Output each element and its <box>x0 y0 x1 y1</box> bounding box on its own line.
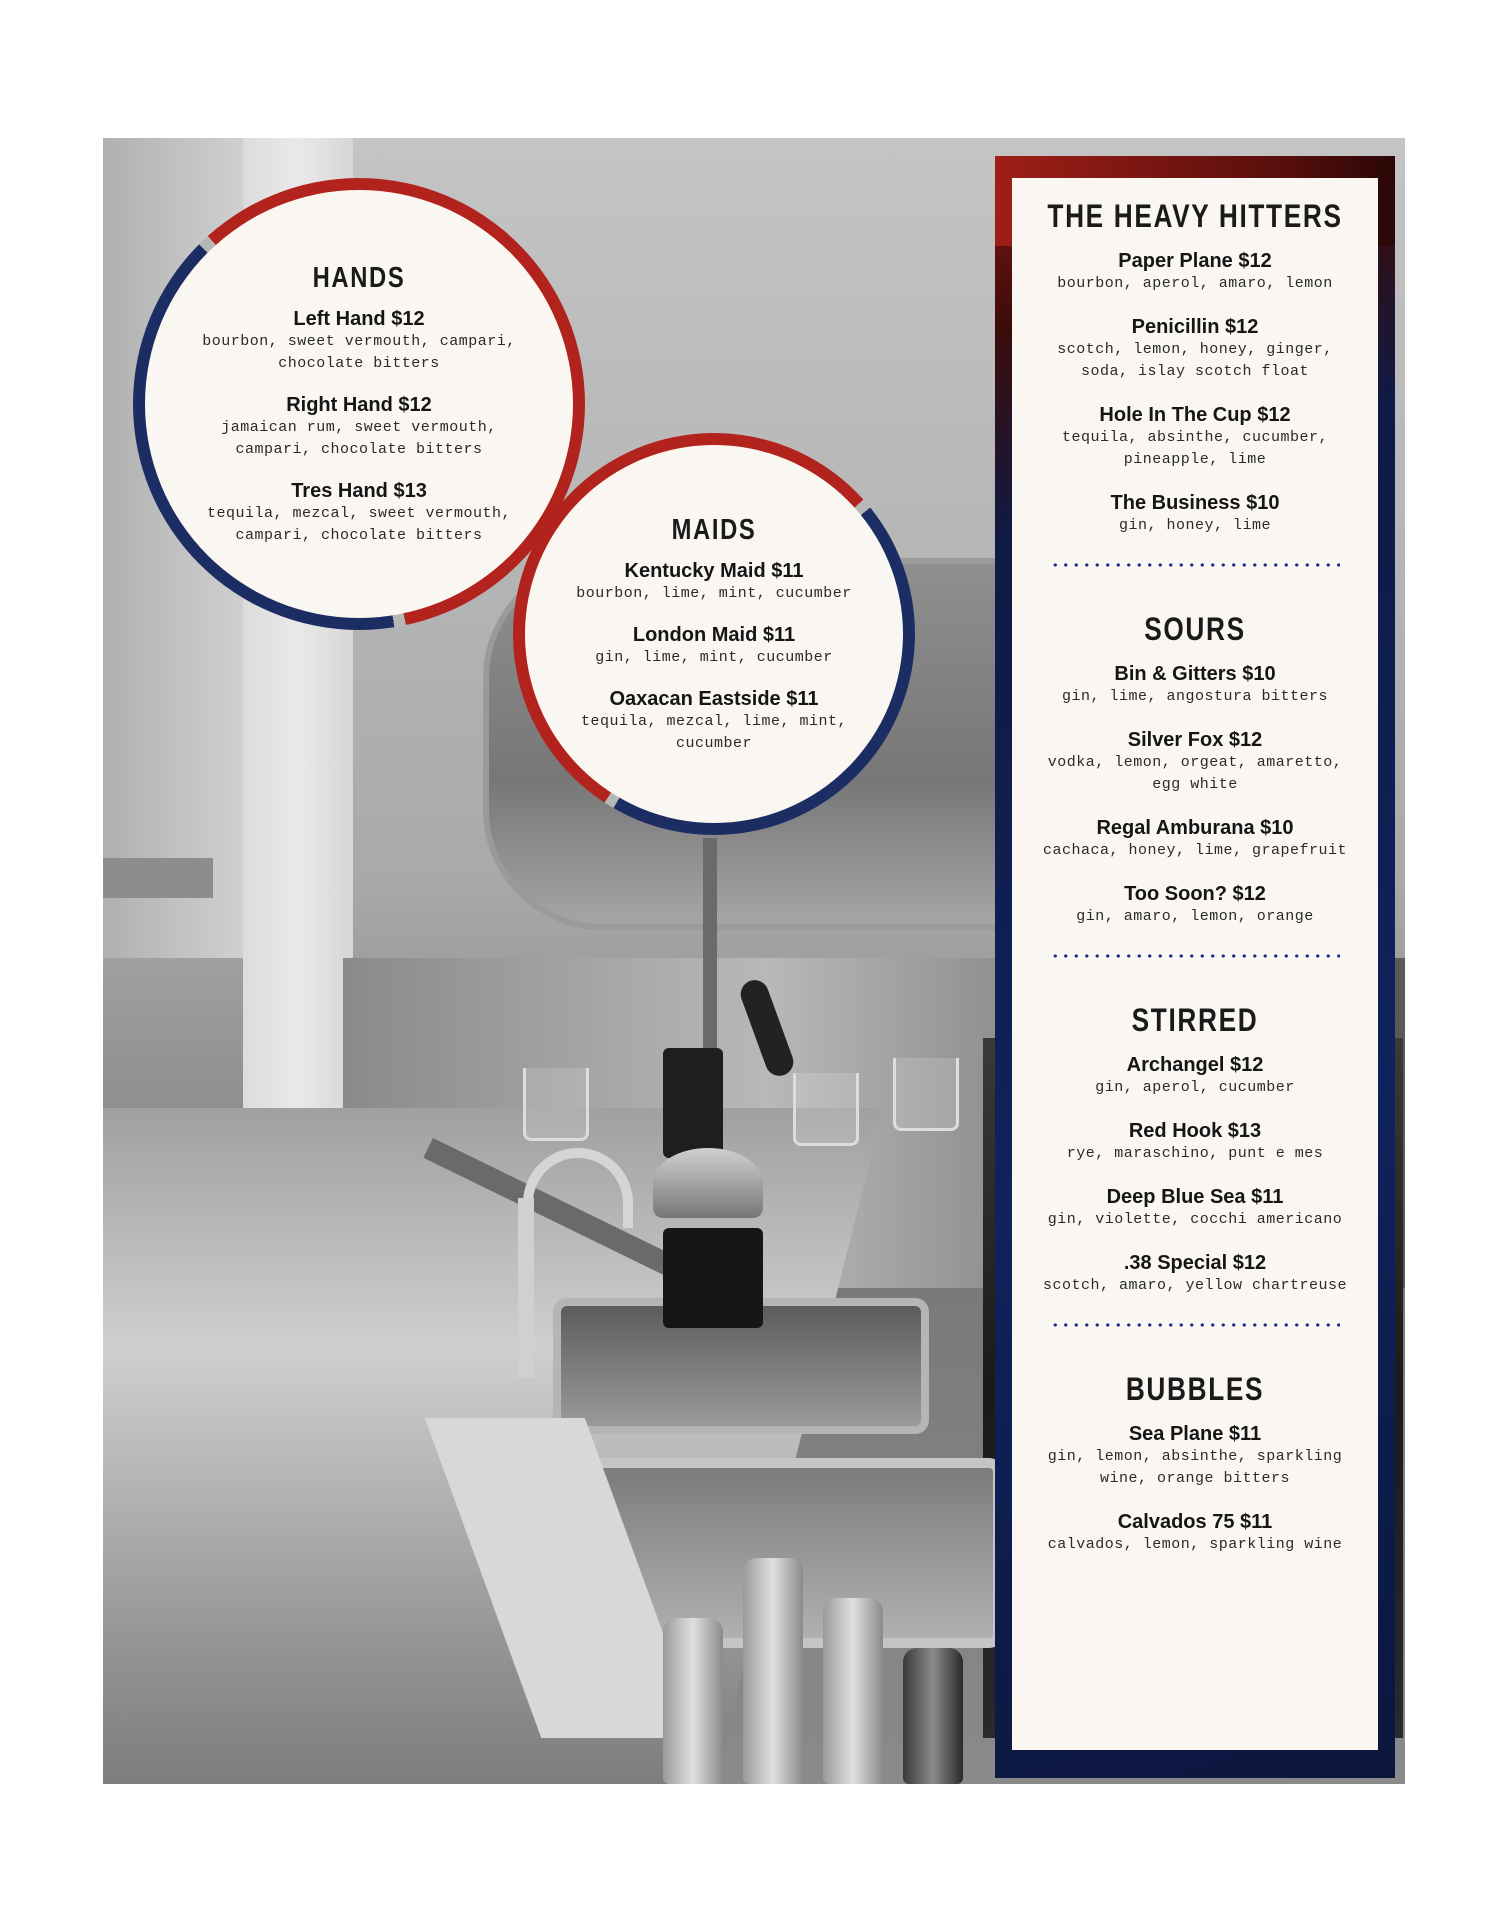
menu-item <box>1012 662 1378 708</box>
section-title-heavy-hitters: THE HEAVY HITTERS <box>1047 198 1343 234</box>
item-ingredients: bourbon, lime, mint, cucumber <box>576 584 852 602</box>
item-name: Left Hand $12 <box>293 307 425 330</box>
item-name: Deep Blue Sea $11 <box>1106 1186 1284 1208</box>
item-ingredients: gin, lime, angostura bitters <box>1061 688 1329 705</box>
item-name: The Business $10 <box>1110 492 1280 514</box>
maids-section <box>564 514 864 755</box>
section-stirred <box>1012 1002 1378 1297</box>
menu-item <box>564 623 864 669</box>
photo-bottle <box>663 1618 723 1784</box>
item-name: .38 Special $12 <box>1123 1252 1267 1274</box>
photo-bottle <box>823 1598 883 1784</box>
item-ingredients: scotch, amaro, yellow chartreuse <box>1042 1277 1348 1294</box>
item-name: London Maid $11 <box>632 623 796 646</box>
dotted-divider <box>1050 1323 1340 1327</box>
item-name: Paper Plane $12 <box>1118 250 1272 272</box>
photo-glass <box>793 1073 859 1146</box>
section-sours <box>1012 611 1378 928</box>
section-title-sours: SOURS <box>1144 611 1246 647</box>
section-title-stirred: STIRRED <box>1131 1002 1259 1038</box>
photo-mixer-jar <box>663 1228 763 1328</box>
menu-item <box>1012 1119 1378 1165</box>
item-name: Oaxacan Eastside $11 <box>609 687 819 710</box>
item-name: Hole In The Cup $12 <box>1099 404 1291 426</box>
item-ingredients: tequila, absinthe, cucumber, pineapple, lime <box>1061 429 1329 468</box>
menu-item <box>1012 882 1378 928</box>
item-name: Penicillin $12 <box>1131 316 1259 338</box>
item-name: Calvados 75 $11 <box>1117 1511 1273 1533</box>
item-name: Right Hand $12 <box>286 393 432 416</box>
menu-item <box>564 559 864 605</box>
menu-item <box>1012 1422 1378 1490</box>
menu-item <box>1012 491 1378 537</box>
section-title-bubbles: BUBBLES <box>1125 1371 1265 1407</box>
item-ingredients: bourbon, aperol, amaro, lemon <box>1057 275 1333 292</box>
item-ingredients: tequila, mezcal, lime, mint, cucumber <box>580 712 848 752</box>
item-ingredients: scotch, lemon, honey, ginger, soda, islay scotch float <box>1057 341 1333 380</box>
menu-item <box>1012 728 1378 796</box>
menu-panel <box>1012 178 1378 1750</box>
item-ingredients: gin, honey, lime <box>1118 517 1272 534</box>
item-name: Archangel $12 <box>1126 1054 1264 1076</box>
item-ingredients: gin, amaro, lemon, orange <box>1076 908 1314 925</box>
photo-glass <box>523 1068 589 1141</box>
section-title-hands: HANDS <box>312 261 406 294</box>
item-ingredients: gin, violette, cocchi americano <box>1047 1211 1343 1228</box>
section-title-maids: MAIDS <box>671 513 757 546</box>
item-name: Silver Fox $12 <box>1127 729 1263 751</box>
item-name: Bin & Gitters $10 <box>1114 663 1276 685</box>
photo-mixer-cup <box>653 1148 763 1218</box>
photo-mixer-pole <box>703 838 717 1068</box>
maids-badge <box>513 433 915 835</box>
menu-item <box>1012 403 1378 471</box>
item-name: Red Hook $13 <box>1128 1120 1262 1142</box>
item-ingredients: calvados, lemon, sparkling wine <box>1047 1536 1343 1553</box>
menu-item <box>1012 816 1378 862</box>
photo-glass <box>893 1058 959 1131</box>
section-heavy-hitters <box>1012 198 1378 537</box>
menu-item <box>194 393 524 461</box>
item-name: Kentucky Maid $11 <box>624 559 804 582</box>
item-ingredients: bourbon, sweet vermouth, campari, chocolate bitters <box>202 332 516 372</box>
item-name: Too Soon? $12 <box>1124 883 1266 905</box>
photo-ledge <box>103 858 213 898</box>
menu-item <box>1012 1185 1378 1231</box>
photo-bottle <box>743 1558 803 1784</box>
menu-item <box>194 479 524 547</box>
photo-mixer-head <box>663 1048 723 1158</box>
hands-badge <box>133 178 585 630</box>
hands-section <box>194 262 524 547</box>
item-ingredients: cachaca, honey, lime, grapefruit <box>1042 842 1348 859</box>
item-name: Sea Plane $11 <box>1128 1423 1262 1445</box>
item-ingredients: gin, lemon, absinthe, sparkling wine, orange bitters <box>1047 1448 1343 1487</box>
menu-item <box>1012 1053 1378 1099</box>
hands-card <box>145 190 573 618</box>
photo-bottle <box>903 1648 963 1784</box>
item-ingredients: tequila, mezcal, sweet vermouth, campari, chocolate bitters <box>206 504 512 544</box>
dotted-divider <box>1050 563 1340 567</box>
menu-item <box>1012 315 1378 383</box>
item-name: Tres Hand $13 <box>291 479 427 502</box>
item-ingredients: gin, aperol, cucumber <box>1095 1079 1295 1096</box>
dotted-divider <box>1050 954 1340 958</box>
item-name: Regal Amburana $10 <box>1096 817 1294 839</box>
menu-item <box>194 307 524 375</box>
menu-item <box>1012 249 1378 295</box>
item-ingredients: jamaican rum, sweet vermouth, campari, chocolate bitters <box>221 418 497 458</box>
section-bubbles <box>1012 1371 1378 1556</box>
item-ingredients: rye, maraschino, punt e mes <box>1066 1145 1324 1162</box>
photo-faucet-stem <box>518 1198 534 1378</box>
menu-item <box>1012 1510 1378 1556</box>
menu-item <box>1012 1251 1378 1297</box>
item-ingredients: gin, lime, mint, cucumber <box>595 648 833 666</box>
item-ingredients: vodka, lemon, orgeat, amaretto, egg white <box>1047 754 1343 793</box>
maids-card <box>525 445 903 823</box>
menu-item <box>564 687 864 755</box>
